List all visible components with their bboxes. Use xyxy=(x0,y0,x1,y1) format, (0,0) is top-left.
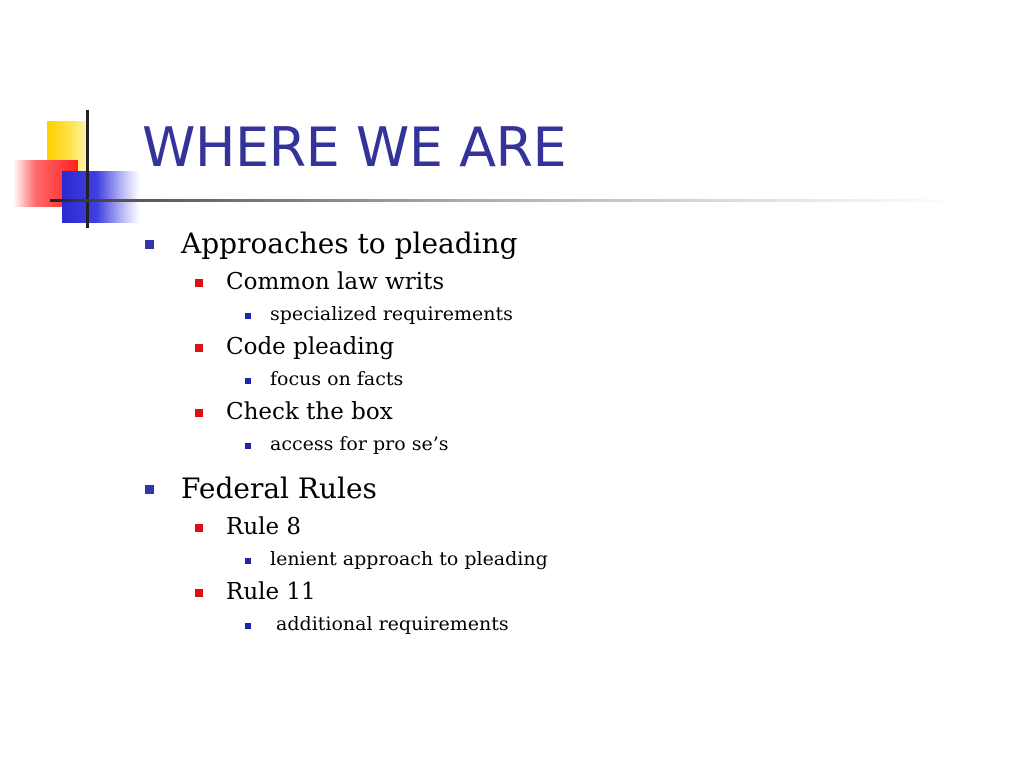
sub-bullet-text: Rule 8 xyxy=(226,514,302,540)
sub-sub-bullet-text: lenient approach to pleading xyxy=(270,548,548,570)
slide-title: WHERE WE ARE xyxy=(142,116,567,179)
blue-square xyxy=(62,171,140,223)
sub-bullet-item xyxy=(0,266,1024,298)
square-bullet-icon xyxy=(195,279,203,287)
sub-sub-bullet-text: specialized requirements xyxy=(270,303,513,325)
square-bullet-icon xyxy=(195,409,203,417)
sub-bullet-item xyxy=(0,511,1024,543)
vertical-line xyxy=(86,110,89,228)
sub-bullet-item xyxy=(0,396,1024,428)
title-underline xyxy=(50,199,960,202)
square-bullet-icon xyxy=(245,378,251,384)
square-bullet-icon xyxy=(245,558,251,564)
bullet-text: Approaches to pleading xyxy=(181,227,518,260)
bullet-item xyxy=(0,467,1024,511)
sub-sub-bullet-item xyxy=(0,608,1024,641)
sub-sub-bullet-item xyxy=(0,428,1024,461)
sub-sub-bullet-text: focus on facts xyxy=(270,368,404,390)
sub-bullet-item xyxy=(0,576,1024,608)
sub-sub-bullet-text: additional requirements xyxy=(270,613,509,635)
sub-sub-bullet-item xyxy=(0,543,1024,576)
square-bullet-icon xyxy=(145,485,154,494)
square-bullet-icon xyxy=(195,589,203,597)
sub-bullet-text: Rule 11 xyxy=(226,579,316,605)
sub-sub-bullet-text: access for pro se’s xyxy=(270,433,449,455)
bullet-text: Federal Rules xyxy=(181,472,377,505)
sub-sub-bullet-item xyxy=(0,363,1024,396)
bullet-list xyxy=(0,222,1024,641)
sub-bullet-text: Code pleading xyxy=(226,334,395,360)
sub-sub-bullet-item xyxy=(0,298,1024,331)
decorative-squares-logo xyxy=(0,0,160,240)
square-bullet-icon xyxy=(245,623,251,629)
sub-bullet-item xyxy=(0,331,1024,363)
sub-bullet-text: Check the box xyxy=(226,399,393,425)
square-bullet-icon xyxy=(245,313,251,319)
square-bullet-icon xyxy=(195,344,203,352)
square-bullet-icon xyxy=(195,524,203,532)
sub-bullet-text: Common law writs xyxy=(226,269,445,295)
square-bullet-icon xyxy=(145,240,154,249)
square-bullet-icon xyxy=(245,443,251,449)
bullet-item xyxy=(0,222,1024,266)
